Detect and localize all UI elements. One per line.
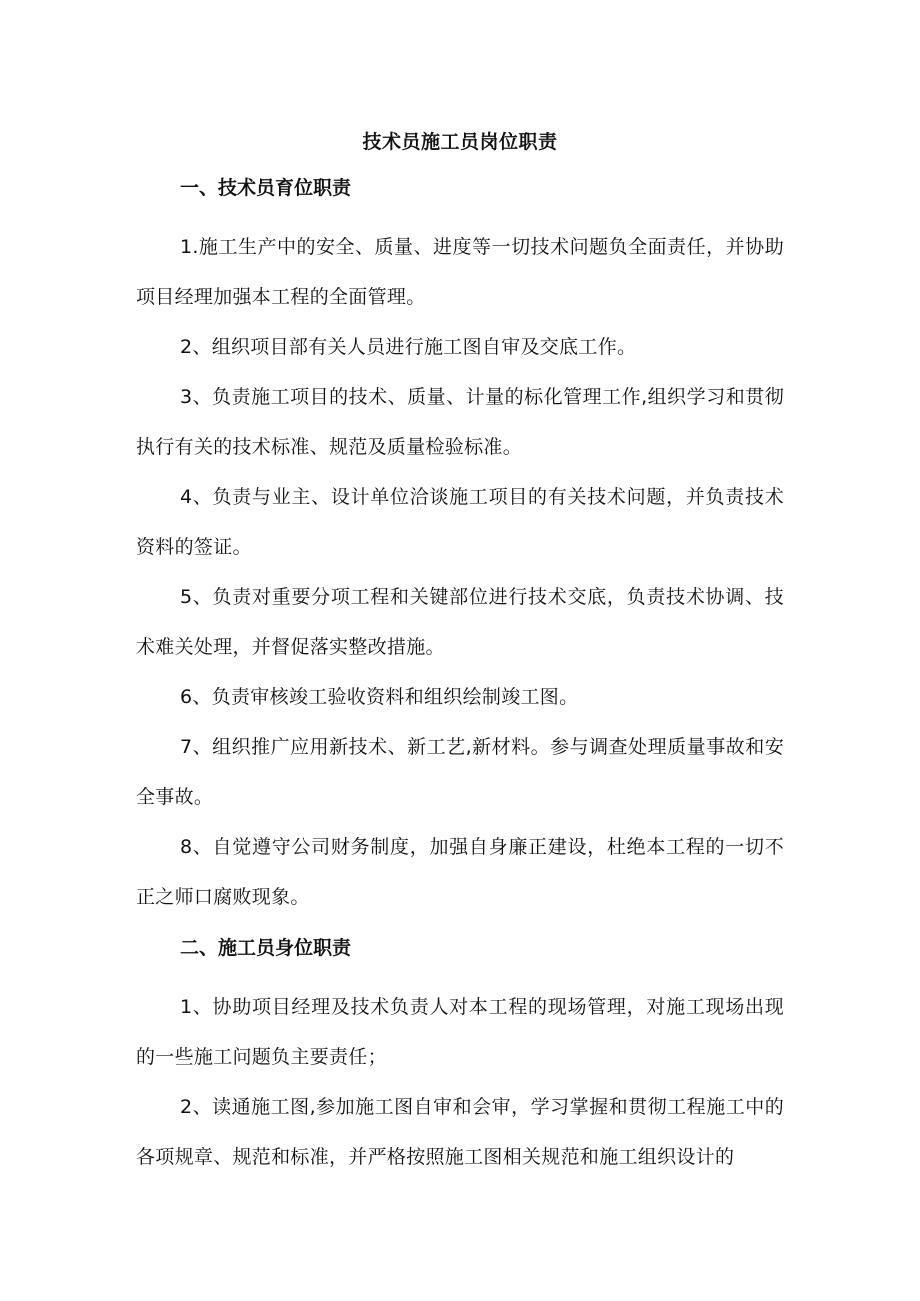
technician-duty-2: 2、组织项目部有关人员进行施工图自审及交底工作。 — [180, 336, 637, 358]
construction-duty-1: 1、协助项目经理及技术负责人对本工程的现场管理，对施工现场出现的一些施工问题负主要责任； — [136, 996, 784, 1068]
document-body — [136, 172, 784, 1182]
technician-duty-3: 3、负责施工项目的技术、质量、计量的标化管理工作,组织学习和贯彻执行有关的技术标准、规范及质量检验标准。 — [136, 386, 784, 458]
technician-duty-4: 4、负责与业主、设计单位洽谈施工项目的有关技术问题，并负责技术资料的签证。 — [136, 486, 784, 558]
technician-duty-1: 1.施工生产中的安全、质量、进度等一切技术问题负全面责任，并协助项目经理加强本工程的全面管理。 — [136, 236, 784, 308]
technician-duty-8: 8、自觉遵守公司财务制度，加强自身廉正建设，杜绝本工程的一切不正之师口腐败现象。 — [136, 836, 784, 908]
technician-duty-6: 6、负责审核竣工验收资料和组织绘制竣工图。 — [180, 686, 579, 708]
section-heading-technician: 一、技术员育位职责 — [180, 177, 352, 199]
technician-duty-5: 5、负责对重要分项工程和关键部位进行技术交底，负责技术协调、技术难关处理，并督促落实整改措施。 — [136, 586, 784, 658]
construction-duty-2: 2、读通施工图,参加施工图自审和会审，学习掌握和贯彻工程施工中的各项规章、规范和标准，并严格按照施工图相关规范和施工组织设计的 — [136, 1096, 784, 1168]
technician-duty-7: 7、组织推广应用新技术、新工艺,新材料。参与调查处理质量事故和安全事故。 — [136, 736, 784, 808]
document-title: 技术员施工员岗位职责 — [362, 131, 558, 153]
section-heading-construction-worker: 二、施工员身位职责 — [180, 937, 352, 959]
